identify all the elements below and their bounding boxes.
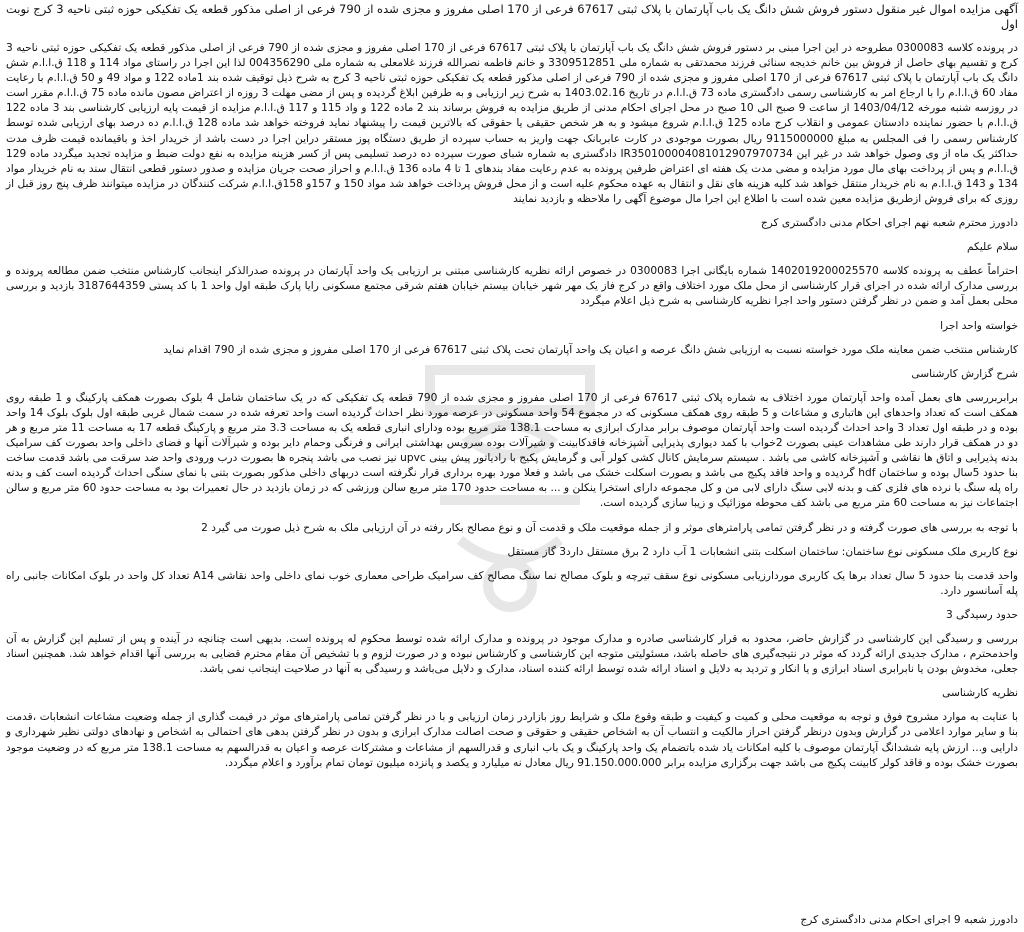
notice-title: آگهی مزایده اموال غیر منقول دستور فروش شش دانگ یک باب آپارتمان با پلاک ثبتی 67617 فرعی از 170 اصلی مفروز و مجزی شده از 790 فرعی از اصلی مذکور قطعه یک تفکیکی حوزه ثبتی ناحیه 3 کرج نوبت اول (6, 2, 1018, 31)
greeting-line: سلام علیکم (966, 241, 1018, 254)
addressee-line: دادورز محترم شعبه نهم اجرای احکام مدنی دادگستری کرج (760, 217, 1018, 230)
scope-paragraph: بررسی و رسیدگی این کارشناسی در گزارش حاضر، محدود به قرار کارشناسی صادره و مدارک موجود در پرونده و مدارک ارائه شده توسط محکوم له پرونده است. بدیهی است چنانچه در آینده و پس از تسلیم این گزارش به آن واحدمحترم ، مدارک جدیدی ارائه گردد که موثر در نتیجه‌گیری های حاصله باشد، مسئولیتی متوجه این کارشناسی و کارشناس نبوده و در صورت لزوم و با تشخیص آن مقام محترم قضایی به بررسی آنها اقدام خواهد شد. همچنین اسناد جعلی، مخدوش بودن یا نابرابری اسناد ابرازی و یا انکار و تردید به دلایل و اسناد ارائه شده توسط ارائه کننده اسناد، مدارک و دلایل می‌باشد و رسیدگی به آنها در صلاحیت اینجانب نمی باشد. (6, 633, 1018, 676)
section-heading-report: شرح گزارش کارشناسی (911, 367, 1018, 380)
section-heading-scope: حدود رسیدگی 3 (945, 608, 1018, 621)
auction-order-paragraph: در پرونده کلاسه 0300083 مطروحه در این اجرا مبنی بر دستور فروش شش دانگ یک باب آپارتمان با پلاک ثبتی 67617 فرعی از 170 اصلی مفروز و مجزی شده از 790 فرعی از اصلی مذکور قطعه یک تفکیکی حوزه ثبتی ناحیه 3 کرج و تقسیم بهای حاصل از فروش بین خانم خدیجه سنائی فرزند محمدتقی به شماره ملی 3309512851 و خانم فاطمه نصرالله فرزند غلامعلی به شماره ملی 004356290 لذا این اجرا در راستای مواد 114 و 118 ق.ا.ا.م شش دانگ یک باب آپارتمان با پلاک ثبتی 67617 فرعی از 170 اصلی مفروز و مجزی شده از 790 فرعی از اصلی مذکور قطعه یک تفکیکی حوزه ثبتی ناحیه 3 کرج به شرح ذیل توقیف شده بند 1ماده 122 و مواد 49 و 50 ق.ا.ا.م با رعایت مفاد 60 ق.ا.ا.م را با ارجاع امر به کارشناسی رسمی دادگستری ماده 73 ق.ا.ا.م در تاریخ 1403.02.16 به شرح زیر ارزیابی و به طرفین ابلاغ گردیده و پس از مضی مهلت 3 روزه از اعتراض مصون مانده ماده 75 ق.ا.ا.م مقرر است در روزسه شنبه مورخه 1403/04/12 از ساعت 9 صبح الی 10 صبح در محل اجرای احکام مدنی از طریق مزایده به فروش برساند بند 2 ماده 122 و واد 115 و 117 ق.ا.ا.م مزایده از قیمت پایه ارزیابی کارشناسی بند 3 ماده 122 ق.ا.ا.م با حضور نماینده دادستان عمومی و انقلاب کرج ماده 125 ق.ا.ا.م شروع میشود و به هر شخص حقیقی یا حقوقی که بالاترین قیمت را پیشنهاد نماید فروخته خواهد شد ماده 128 ق.ا.ا.م ده درصد بهای ارزیابی شده توسط کارشناس رسمی را فی المجلس به مبلغ 9115000000 ریال بصورت موجودی در کارت عابربانک جهت واریز به حساب سپرده از طریق دستگاه پوز مستقر دراین اجرا در دست باشد از خریدار اخذ و باقیمانده قیمت ظرف مدت حداکثر یک ماه از وی وصول خواهد شد در غیر این IR350100004081012907970734 دادگستری به شماره شبای صورت سپرده ده درصد تسلیمی پس از کسر هزینه مزایده به نفع دولت ضبط و مزایده تجدید میگردد ماده 129 ق.ا.ا.م و پس از پرداخت بهای مال مورد مزایده و مضی مدت یک هفته ای اعتراض طرفین پرونده به عدم رعایت مفاد بندهای 1 تا 4 ماده 136 ق.ا.ا.م و احراز صحت جریان مزایده و صدور دستور قطعی انتقال سند به نام خریدار مواد 134 و 143 ق.ا.ا.م به نام خریدار منتقل خواهد شد کلیه هزینه های نقل و انتقال به عهده محکوم علیه است و از محل فروش پرداخت خواهد شد مواد 150 و 157و 158ق.ا.ا.م شرکت کنندگان در مزایده میتوانند ظرف پنج روز قبل از روزی که برای فروش ازطریق مزایده معین شده است با اطلاع این اجرا مال موضوع آگهی را ملاحظه و بازدید نمایند (6, 42, 1019, 205)
signature-line: دادورز شعبه 9 اجرای احکام مدنی دادگستری کرج (800, 913, 1018, 926)
opinion-paragraph: با عنایت به موارد مشروح فوق و توجه به موقعیت محلی و کمیت و کیفیت و طبقه وقوع ملک و شرایط روز بازاردر زمان ارزیابی و با در نظر گرفتن تمامی پارامترهای موثر در قیمت گذاری از جمله وضعیت مشاعات انشعابات ،قدمت بنا و سایر موارد اعلامی در گزارش وبدون درنظر گرفتن احراز مالکیت و انتساب آن به اشخاص حقیقی و حقوقی و صحت اصالت مدارک ابرازی و بدون در نظر گرفتن بدهی های احتمالی به اشخاص و نهادهای دولتی نظیر شهرداری و دارایی و... ارزش پایه ششدانگ آپارتمان موصوف با کلیه امکانات یاد شده باتضمام یک واحد پارکینگ و یک باب انباری و قدرالسهم از مشاعات و مشترکات عرصه و اعیان به قدرالسهم به مساحت 138.1 متر مربع که در وضعیت موجود بصورت خشک بوده و فاقد کولر کابینت پکیج می باشد جهت برگزاری مزایده برابر 91.150.000.000 ریال معادل نه میلیارد و یکصد و پانزده میلیون تومان تمام برآورد و اعلام میگردد. (6, 711, 1018, 769)
usage-type-paragraph: نوع کاربری ملک مسکونی نوع ساختمان: ساختمان اسکلت بتنی انشعابات 1 آب دارد 2 برق مستقل دارد3 گاز مستقل (507, 545, 1018, 558)
notice-content (6, 2, 1018, 771)
section-heading-opinion: نظریه کارشناسی (942, 687, 1018, 700)
building-specs-paragraph: واحد قدمت بنا حدود 5 سال تعداد برها یک کاربری موردارزیابی مسکونی نوع سقف تیرچه و بلوک مصالح نما سنگ مصالح کف سرامیک طراحی معماری خوب نمای داخلی واحد نقاشی A14 تعداد کل واحد در بلوک امکانات جانبی راه پله آسانسور دارد. (6, 569, 1019, 597)
request-paragraph: کارشناس منتخب ضمن معاینه ملک مورد خواسته نسبت به ارزیابی شش دانگ عرصه و اعیان یک واحد آپارتمان تحت پلاک ثبتی 67617 فرعی از 170 اصلی مفروز و مجزی شده از 790 اقدام نماید (163, 343, 1018, 356)
report-paragraph: برابربررسی های بعمل آمده واحد آپارتمان مورد اختلاف به شماره پلاک ثبتی 67617 فرعی از 170 اصلی مفروز و مجزی شده از 790 قطعه یک تفکیکی که در یک ساختمان شامل 4 بلوک بصورت همکف پارکینگ و 1 طبقه روی همکف است که تعداد واحدهای این هاتباری و مشاعات و 5 طبقه روی همکف مسکونی که در مجموع 54 واحد مسکونی در عرصه مورد نظر احداث گردیده است واحد تعرفه شده در سمت شمال غربی طبقه اول بلوک بلوک 14 واحد بوده و در طبقه اول تعداد 3 واحد احداث گردیده است واحد آپارتمان موصوف برابر مدارک ابرازی به مساحت 138.1 متر مربع بوده ودارای انباری قطعه یک به مساحت 3.3 متر مربع و پارکینگ قطعه 17 به مساحت 11 متر مربع و هر دو در همکف قرار دارند طی مشاهدات عینی بصورت 2خواب با کمد دیواری پذیرایی آشپزخانه فاقدکابینت و شیرآلات بوده سرویس بهداشتی ایرانی و فرنگی وحمام دایر بوده و شیرآلات آنها و فضای داخلی واحد بصورت کف سرامیک بدنه پذیرایی و اتاق ها نقاشی و آشپزخانه کاشی می باشد . سیستم سرمایش کانال کشی کولر آبی و گرمایش پکیج با رادیاتور پیش بینی upvc نیز نصب می باشد پنجره ها بصورت درب ورودی واحد ضد سرقت می باشد قدمت ساخت بنا حدود 5سال بوده و ساختمان hdf گردیده و واحد فاقد پکیج می باشد و بصورت اسکلت خشک می باشد و فعلا مورد بهره برداری قرار نگرفته است دربهای داخلی مذکور بصورت بتنی با نمای سنگی احداث گردیده است کف و بدنه راه پله سنگ با نرده های فلزی کف و بدنه لابی سنگ دارای لابی من و کل مجموعه دارای استخرا ینکلن و ... به مساحت حدود 170 متر مربع سالن ورزشی که در زمان بازدید در حال تعمیرات بود به مساحت حدود 60 متر مربع و سالن اجتماعات نیز به مساحت 60 متر مربع می باشد کف محوطه موزائیک و زیبا سازی گردیده است. (6, 391, 1019, 510)
expert-intro-paragraph: احتراماً عطف به پرونده کلاسه 1402019200025570 شماره بایگانی اجرا 0300083 در خصوص ارائه نظریه کارشناسی مبتنی بر ارزیابی یک واحد آپارتمان در پرونده صدرالذکر اینجانب کارشناس منتخب ضمن مطالعه پرونده و بررسی مدارک ارائه شده در اجرای قرار کارشناسی از محل ملک مورد اختلاف واقع در کرج فاز یک مهر شهر خیابان بیستم خیابان هفتم شرقی مجتمع مسکونی رایا پارک طبقه اول واحد 1 با کد پستی 3187644359 بازدید و بررسی محلی بعمل آمد و ضمن در نظر گرفتن دستور واحد اجرا نظریه کارشناسی به شرح ذیل اعلام میگردد (6, 265, 1018, 308)
assessment-intro-paragraph: با توجه به بررسی های صورت گرفته و در نظر گرفتن تمامی پارامترهای موثر و از جمله موقعیت ملک و قدمت آن و نوع مصالح بکار رفته در آن ارزیابی ملک به شرح ذیل صورت می گیرد 2 (201, 521, 1018, 534)
section-heading-request: خواسته واحد اجرا (940, 319, 1018, 332)
